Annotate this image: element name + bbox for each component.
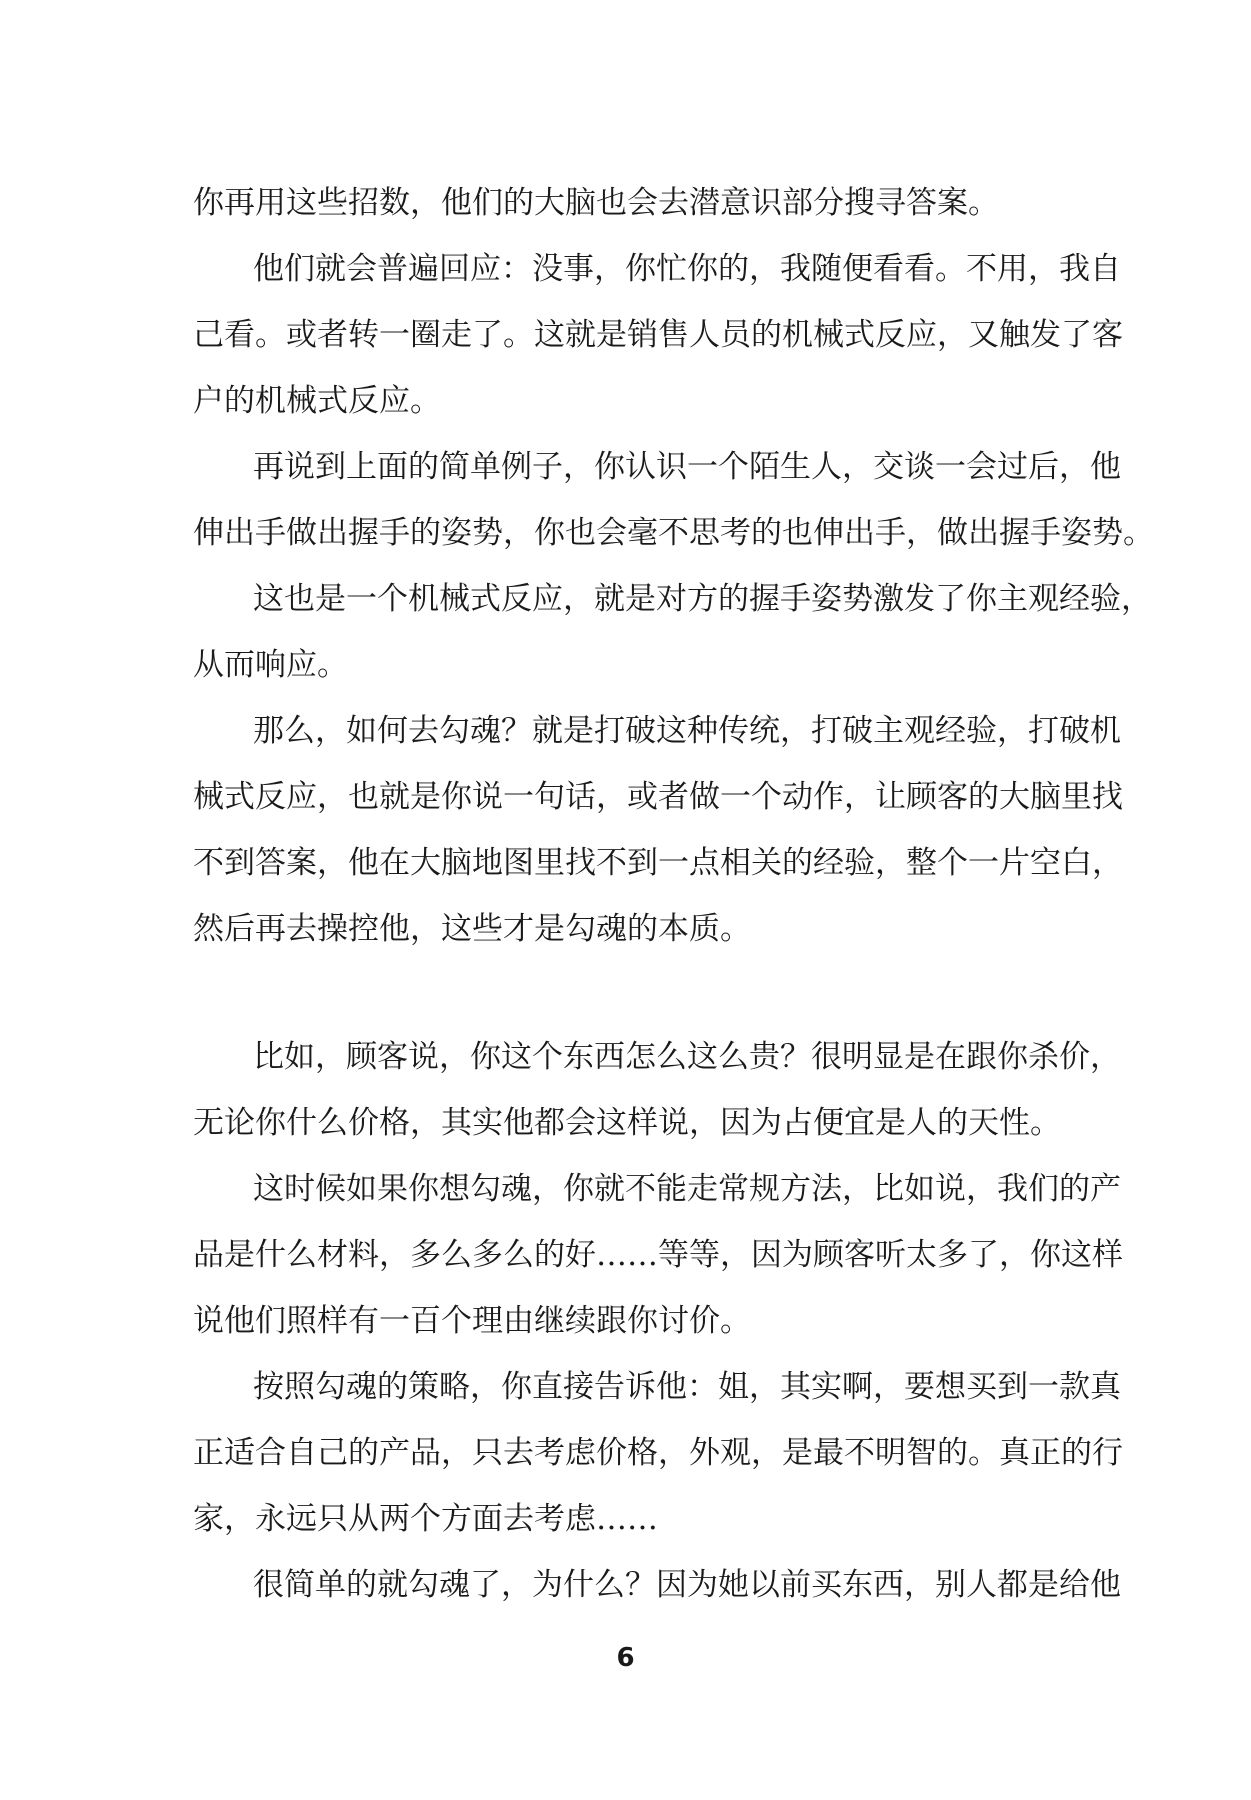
text-line: 从而响应。	[193, 647, 348, 683]
body-text	[193, 170, 1154, 1618]
text-line: 那么，如何去勾魂？就是打破这种传统，打破主观经验，打破机	[253, 713, 1121, 749]
text-line: 家，永远只从两个方面去考虑……	[193, 1501, 658, 1537]
text-line: 伸出手做出握手的姿势，你也会毫不思考的也伸出手，做出握手姿势。	[193, 515, 1154, 551]
text-line: 不到答案，他在大脑地图里找不到一点相关的经验，整个一片空白，	[193, 845, 1123, 881]
text-line: 你再用这些招数，他们的大脑也会去潜意识部分搜寻答案。	[193, 185, 999, 221]
text-line: 然后再去操控他，这些才是勾魂的本质。	[193, 911, 751, 947]
text-line: 比如，顾客说，你这个东西怎么这么贵？很明显是在跟你杀价，	[253, 1039, 1121, 1075]
text-line: 再说到上面的简单例子，你认识一个陌生人，交谈一会过后，他	[253, 449, 1121, 485]
text-line: 说他们照样有一百个理由继续跟你讨价。	[193, 1303, 751, 1339]
paragraph-gap	[193, 962, 1063, 1024]
text-line: 品是什么材料，多么多么的好……等等，因为顾客听太多了，你这样	[193, 1237, 1123, 1273]
text-line: 无论你什么价格，其实他都会这样说，因为占便宜是人的天性。	[193, 1105, 1061, 1141]
page-number: 6	[616, 1643, 635, 1673]
text-line: 很简单的就勾魂了，为什么？因为她以前买东西，别人都是给他	[253, 1567, 1121, 1603]
text-line: 按照勾魂的策略，你直接告诉他：姐，其实啊，要想买到一款真	[253, 1369, 1121, 1405]
text-line: 这也是一个机械式反应，就是对方的握手姿势激发了你主观经验，	[253, 581, 1152, 617]
text-line: 己看。或者转一圈走了。这就是销售人员的机械式反应，又触发了客	[193, 317, 1123, 353]
text-line: 械式反应，也就是你说一句话，或者做一个动作，让顾客的大脑里找	[193, 779, 1123, 815]
text-line: 这时候如果你想勾魂，你就不能走常规方法，比如说，我们的产	[253, 1171, 1121, 1207]
text-line: 他们就会普遍回应：没事，你忙你的，我随便看看。不用，我自	[253, 251, 1121, 287]
text-line: 户的机械式反应。	[193, 383, 441, 419]
text-line: 正适合自己的产品，只去考虑价格，外观，是最不明智的。真正的行	[193, 1435, 1123, 1471]
